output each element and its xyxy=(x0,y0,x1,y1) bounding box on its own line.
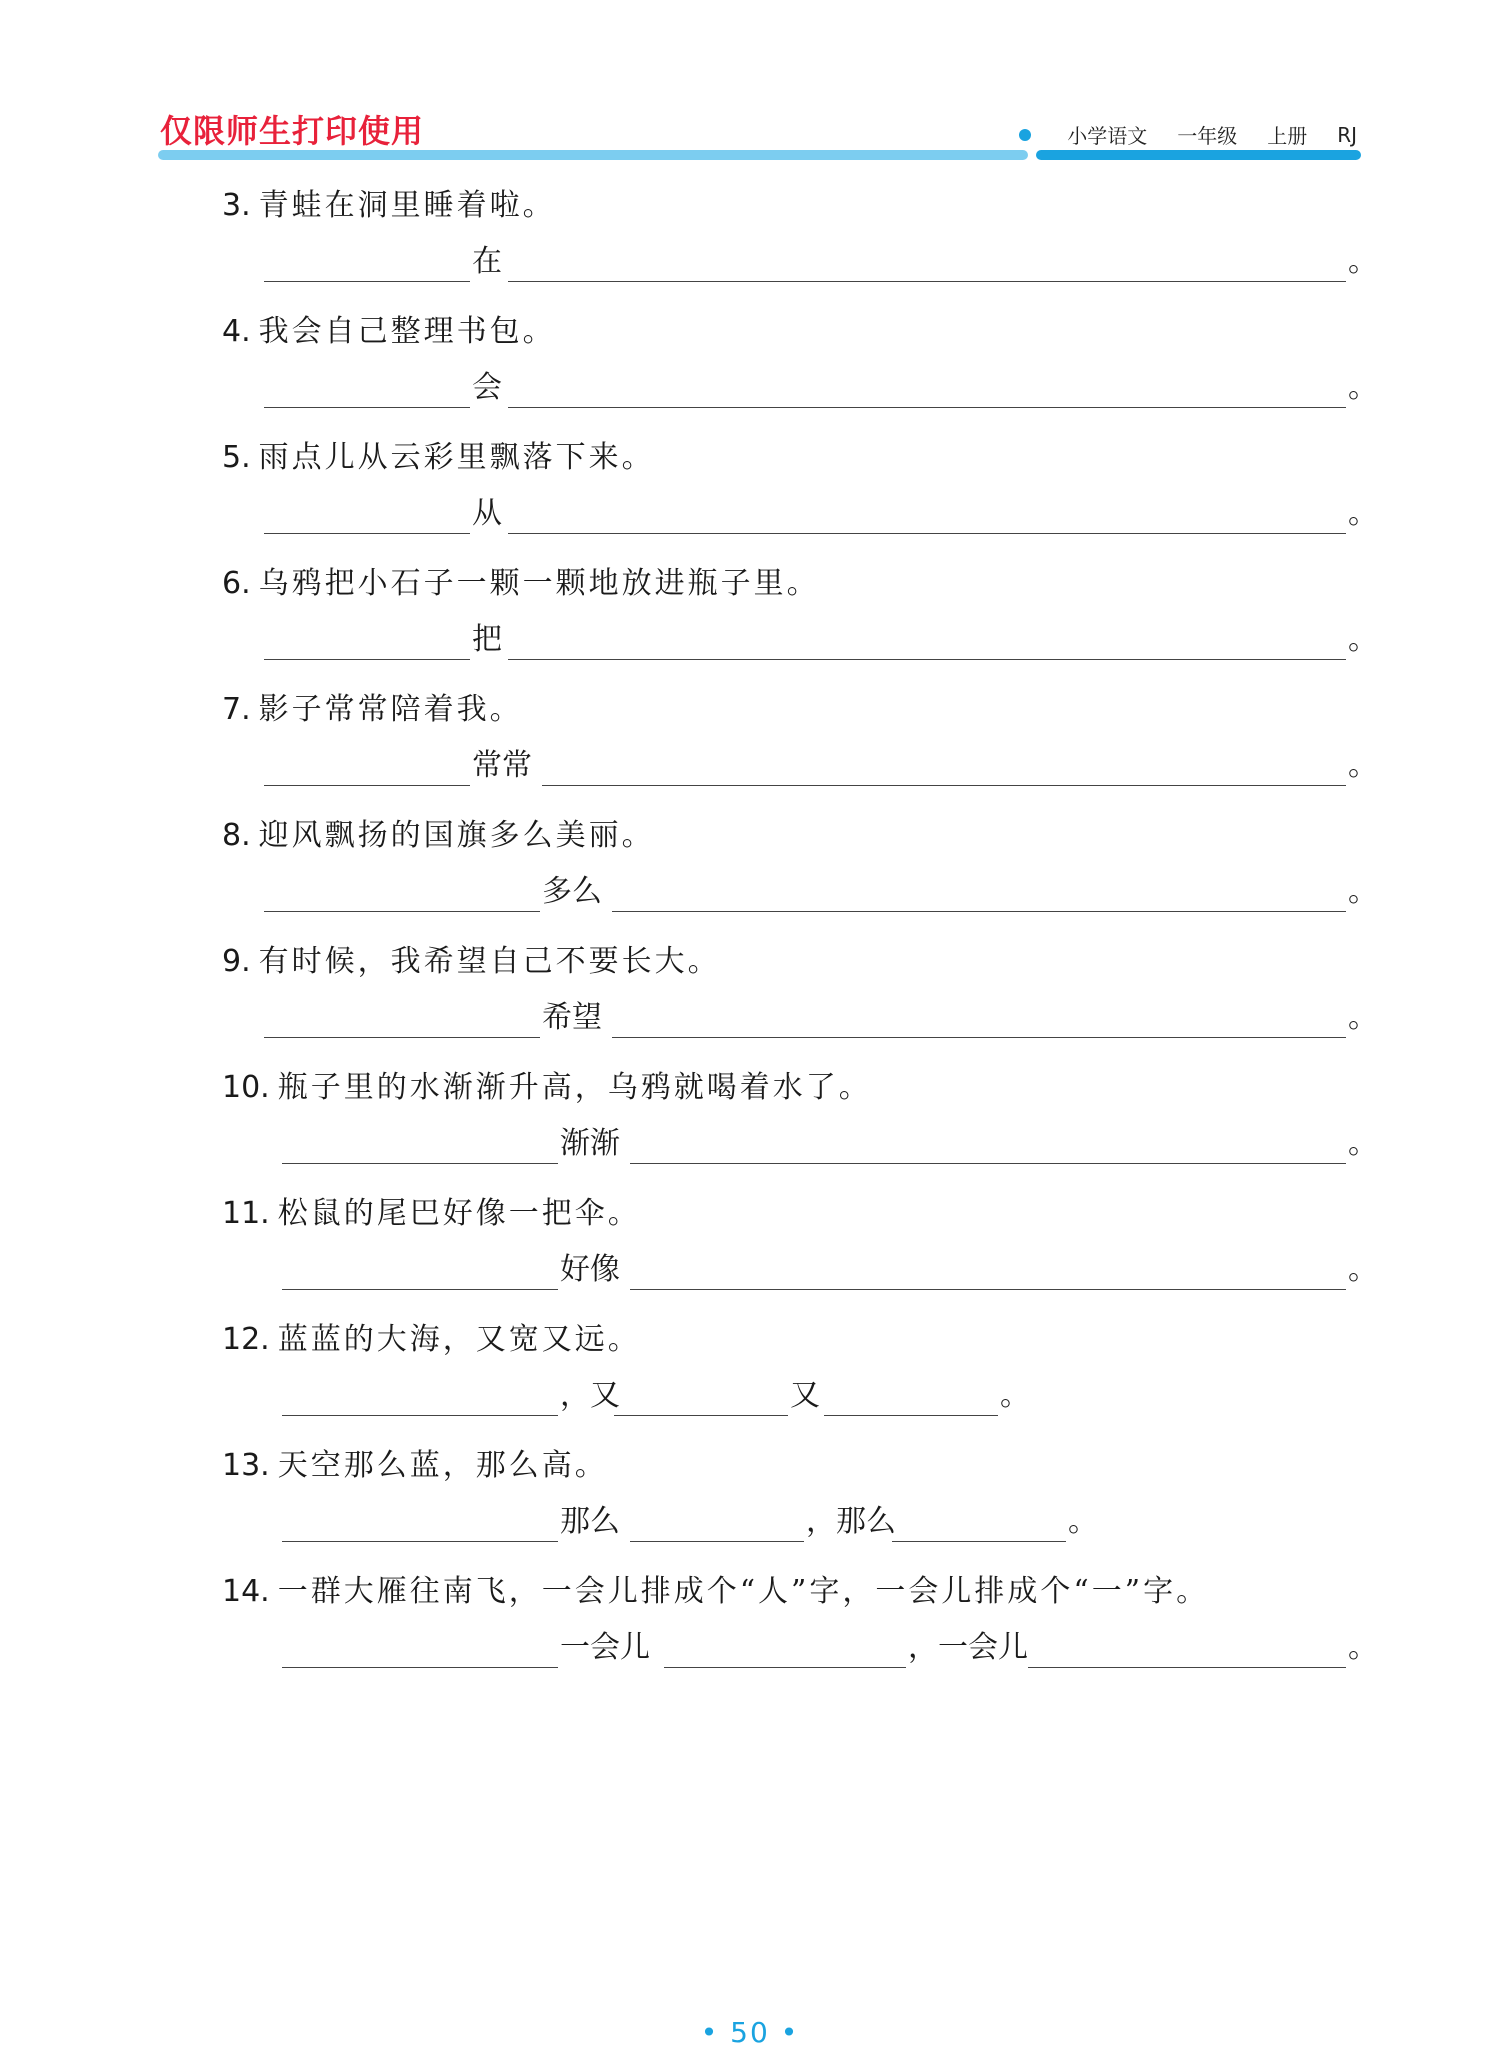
question-sentence: 3. 青蛙在洞里睡着啦。 xyxy=(222,188,556,223)
keyword: 那么 xyxy=(560,1504,620,1539)
answer-line xyxy=(222,1624,1378,1668)
answer-blank[interactable] xyxy=(264,911,540,912)
answer-line xyxy=(222,1120,1378,1164)
keyword: 多么 xyxy=(542,874,602,909)
period: 。 xyxy=(1348,1630,1378,1665)
answer-blank[interactable] xyxy=(508,659,1346,660)
question-sentence: 5. 雨点儿从云彩里飘落下来。 xyxy=(222,440,655,475)
answer-line xyxy=(222,742,1378,786)
answer-blank[interactable] xyxy=(508,407,1346,408)
answer-line xyxy=(222,364,1378,408)
answer-blank[interactable] xyxy=(664,1667,906,1668)
page-number: • 50 • xyxy=(700,2016,800,2049)
watermark-title: 仅限师生打印使用 xyxy=(160,112,425,150)
period: 。 xyxy=(1348,748,1378,783)
keyword: 一会儿 xyxy=(560,1630,650,1665)
answer-blank[interactable] xyxy=(264,533,470,534)
keyword: ，一会儿 xyxy=(908,1630,1028,1665)
answer-blank[interactable] xyxy=(508,533,1346,534)
question-sentence: 4. 我会自己整理书包。 xyxy=(222,314,556,349)
period: 。 xyxy=(1348,244,1378,279)
answer-blank[interactable] xyxy=(630,1541,804,1542)
question-sentence: 13. 天空那么蓝，那么高。 xyxy=(222,1448,608,1483)
keyword: 渐渐 xyxy=(560,1126,620,1161)
question-sentence: 7. 影子常常陪着我。 xyxy=(222,692,523,727)
answer-blank[interactable] xyxy=(264,1037,540,1038)
answer-blank[interactable] xyxy=(282,1541,558,1542)
answer-blank[interactable] xyxy=(612,1037,1346,1038)
answer-blank[interactable] xyxy=(614,1415,788,1416)
header-divider-left xyxy=(158,150,1028,160)
answer-blank[interactable] xyxy=(282,1415,558,1416)
period: 。 xyxy=(1348,370,1378,405)
answer-line xyxy=(222,1372,1372,1416)
answer-blank[interactable] xyxy=(282,1163,558,1164)
question-sentence: 12. 蓝蓝的大海，又宽又远。 xyxy=(222,1322,641,1357)
keyword: 常常 xyxy=(472,748,532,783)
keyword: ，又 xyxy=(560,1378,620,1413)
answer-line xyxy=(222,868,1378,912)
question-sentence: 14. 一群大雁往南飞，一会儿排成个“人”字，一会儿排成个“一”字。 xyxy=(222,1574,1210,1609)
volume-label: 上册 xyxy=(1267,124,1308,148)
answer-line xyxy=(222,1246,1378,1290)
period: 。 xyxy=(1348,1000,1378,1035)
keyword: 好像 xyxy=(560,1252,620,1287)
answer-blank[interactable] xyxy=(264,659,470,660)
answer-blank[interactable] xyxy=(892,1541,1066,1542)
answer-blank[interactable] xyxy=(282,1667,558,1668)
answer-blank[interactable] xyxy=(1028,1667,1346,1668)
header-divider-right xyxy=(1036,150,1361,160)
bullet-dot-icon xyxy=(1019,129,1031,141)
book-info xyxy=(1019,120,1357,149)
period: 。 xyxy=(1348,1126,1378,1161)
answer-line xyxy=(222,490,1378,534)
answer-blank[interactable] xyxy=(824,1415,998,1416)
keyword: ，那么 xyxy=(806,1504,896,1539)
keyword: 又 xyxy=(790,1378,820,1413)
answer-blank[interactable] xyxy=(612,911,1346,912)
question-sentence: 10. 瓶子里的水渐渐升高，乌鸦就喝着水了。 xyxy=(222,1070,872,1105)
period: 。 xyxy=(1348,874,1378,909)
subject-label: 小学语文 xyxy=(1067,124,1148,148)
keyword: 会 xyxy=(472,370,502,405)
answer-line xyxy=(222,994,1378,1038)
answer-line xyxy=(222,238,1378,282)
answer-blank[interactable] xyxy=(264,281,470,282)
question-sentence: 9. 有时候，我希望自己不要长大。 xyxy=(222,944,721,979)
answer-blank[interactable] xyxy=(630,1163,1346,1164)
answer-line xyxy=(222,616,1378,660)
keyword: 希望 xyxy=(542,1000,602,1035)
keyword: 在 xyxy=(472,244,502,279)
answer-blank[interactable] xyxy=(264,785,470,786)
period: 。 xyxy=(1000,1378,1030,1413)
answer-blank[interactable] xyxy=(264,407,470,408)
period: 。 xyxy=(1068,1504,1098,1539)
answer-blank[interactable] xyxy=(630,1289,1346,1290)
answer-blank[interactable] xyxy=(508,281,1346,282)
answer-line xyxy=(222,1498,1372,1542)
grade-label: 一年级 xyxy=(1177,124,1238,148)
question-sentence: 8. 迎风飘扬的国旗多么美丽。 xyxy=(222,818,655,853)
question-sentence: 6. 乌鸦把小石子一颗一颗地放进瓶子里。 xyxy=(222,566,820,601)
keyword: 从 xyxy=(472,496,502,531)
period: 。 xyxy=(1348,496,1378,531)
period: 。 xyxy=(1348,1252,1378,1287)
question-sentence: 11. 松鼠的尾巴好像一把伞。 xyxy=(222,1196,641,1231)
answer-blank[interactable] xyxy=(542,785,1346,786)
answer-blank[interactable] xyxy=(282,1289,558,1290)
edition-label: RJ xyxy=(1337,122,1357,147)
keyword: 把 xyxy=(472,622,502,657)
period: 。 xyxy=(1348,622,1378,657)
